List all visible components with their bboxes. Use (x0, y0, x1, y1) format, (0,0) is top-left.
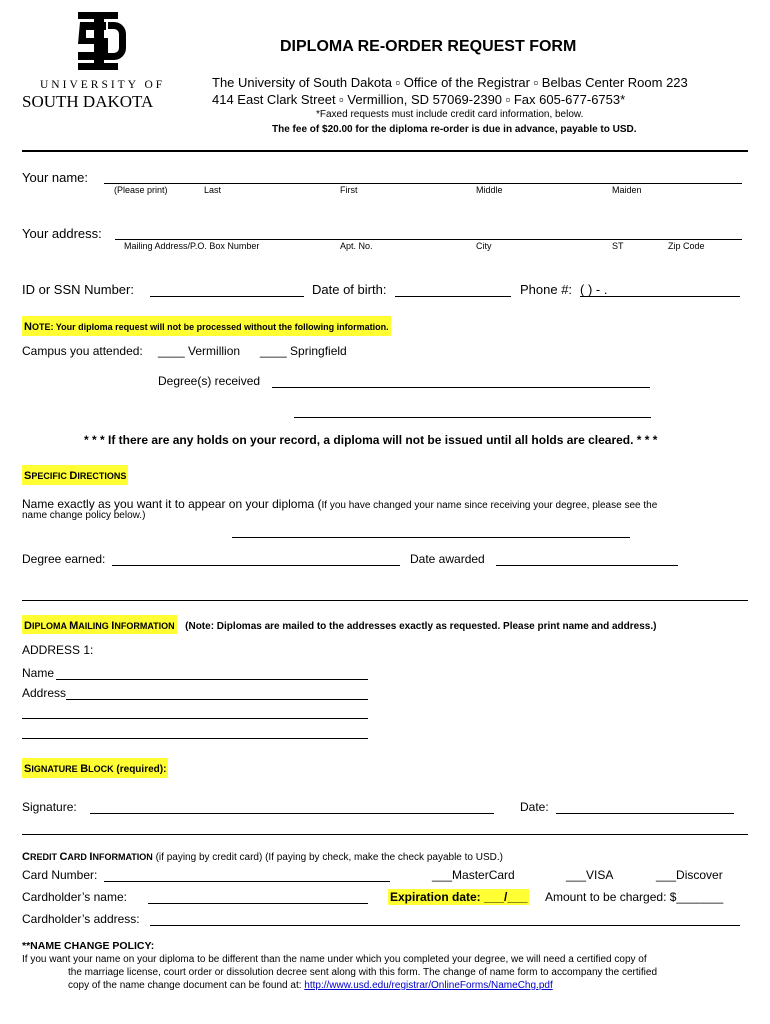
note-banner (22, 316, 391, 336)
dob-input[interactable] (395, 296, 511, 297)
cardholder-name-label: Cardholder’s name: (22, 890, 127, 904)
degrees-input-2[interactable] (294, 417, 651, 418)
address-sub-mailing: Mailing Address/P.O. Box Number (124, 241, 260, 251)
address-sub-city: City (476, 241, 492, 251)
address-sub-apt: Apt. No. (340, 241, 373, 251)
cardholder-name-input[interactable] (148, 903, 368, 904)
name-sub-last: Last (204, 185, 222, 195)
id-label: ID or SSN Number: (22, 282, 134, 297)
header-divider (22, 150, 748, 152)
card-number-label: Card Number: (22, 868, 98, 882)
usd-logo-mark-icon (72, 8, 132, 74)
address-input[interactable] (115, 239, 742, 240)
name-exact-main: Name exactly as you want it to appear on your diploma ( (22, 497, 322, 511)
campus-springfield[interactable]: ____ Springfield (260, 344, 347, 358)
cc-c2: C (59, 851, 68, 863)
address1-name-label: Name (22, 666, 55, 680)
expiration-date-field[interactable]: Expiration date: ___/___ (390, 890, 528, 904)
fax-note: *Faxed requests must include credit card information, below. (316, 109, 584, 120)
cc-redit: REDIT (29, 852, 60, 862)
policy-heading: **NAME CHANGE POLICY: (22, 940, 155, 952)
phone-label: Phone #: (520, 282, 573, 297)
address1-heading: ADDRESS 1: (22, 643, 94, 657)
date-awarded-input[interactable] (496, 565, 678, 566)
degree-earned-input[interactable] (112, 565, 400, 566)
address-label: Your address: (22, 226, 102, 241)
address-sub-zip: Zip Code (668, 241, 705, 251)
degrees-input-1[interactable] (272, 387, 650, 388)
name-change-link[interactable]: http://www.usd.edu/registrar/OnlineForms/NameChg.pdf (304, 980, 553, 991)
name-input[interactable] (104, 183, 742, 184)
policy-line1: If you want your name on your diploma to be different than the name under which you completed your degree, we will need a certified copy of (22, 954, 647, 965)
sb-b: B (80, 763, 89, 775)
name-exact-input[interactable] (232, 537, 630, 538)
cc-nformation: NFORMATION (92, 852, 153, 862)
mi-m: M (69, 620, 79, 632)
header-address1: The University of South Dakota ▫ Office of the Registrar ▫ Belbas Center Room 223 (212, 75, 688, 90)
cc-note: (if paying by credit card) (If paying by check, make the check payable to USD.) (152, 852, 503, 863)
sd-pecific: PECIFIC (31, 471, 70, 481)
sb-ignature: IGNATURE (31, 764, 81, 774)
name-label: Your name: (22, 170, 89, 185)
fee-note: The fee of $20.00 for the diploma re-order is due in advance, payable to USD. (272, 124, 637, 135)
sb-s: S (24, 763, 32, 775)
amount-charged-field[interactable]: Amount to be charged: $_______ (545, 890, 724, 904)
sb-lock: LOCK (88, 764, 114, 774)
cardholder-address-input[interactable] (150, 925, 740, 926)
date-label: Date: (520, 800, 549, 814)
address1-line3-input[interactable] (22, 718, 368, 719)
sb-required: (required): (113, 764, 167, 775)
section-divider-2 (22, 834, 748, 835)
mi-nformation: NFORMATION (114, 621, 175, 631)
date-awarded-label: Date awarded (410, 552, 485, 566)
policy-line3 (68, 980, 553, 991)
signature-block-heading (22, 758, 168, 778)
name-exact-small1: If you have changed your name since receiving your degree, please see the (321, 500, 658, 511)
phone-input[interactable]: ( ) - . (580, 282, 740, 297)
cardholder-address-label: Cardholder’s address: (22, 912, 140, 926)
cc-i: I (89, 851, 93, 863)
date-input[interactable] (556, 813, 734, 814)
sd-irections: IRECTIONS (77, 471, 127, 481)
name-exact-small2: name change policy below.) (22, 510, 146, 521)
campus-label: Campus you attended: (22, 344, 143, 358)
mi-d: D (24, 620, 32, 632)
mi-ailing: AILING (78, 621, 112, 631)
degree-earned-label: Degree earned: (22, 552, 106, 566)
signature-input[interactable] (90, 813, 494, 814)
address-sub-st: ST (612, 241, 624, 251)
card-discover[interactable]: ___Discover (656, 868, 723, 882)
policy-line2: the marriage license, court order or dissolution decree sent along with this form. The change of name form to accompany the certified (68, 967, 658, 978)
mailing-note: (Note: Diplomas are mailed to the addresses exactly as requested. Please print name and address.) (185, 621, 657, 632)
mailing-heading (22, 616, 656, 634)
name-sub-maiden: Maiden (612, 185, 642, 195)
note-first: N (24, 321, 32, 333)
card-number-input[interactable] (104, 881, 390, 882)
degrees-label: Degree(s) received (158, 374, 261, 388)
logo-line2: SOUTH DAKOTA (22, 92, 154, 111)
credit-heading (22, 847, 503, 865)
address1-name-input[interactable] (56, 679, 368, 680)
signature-label: Signature: (22, 800, 77, 814)
sd-s: S (24, 470, 32, 482)
mi-iploma: IPLOMA (31, 621, 70, 631)
address1-line4-input[interactable] (22, 738, 368, 739)
address1-address-label: Address (22, 686, 67, 700)
logo-line1: UNIVERSITY OF (40, 79, 166, 91)
cc-ard: ARD (67, 852, 90, 862)
name-sub-print: (Please print) (114, 185, 168, 195)
holds-note: * * * If there are any holds on your record, a diploma will not be issued until all holds are cleared. * * * (84, 433, 658, 447)
card-visa[interactable]: ___VISA (566, 868, 614, 882)
sd-d: D (69, 470, 78, 482)
card-mastercard[interactable]: ___MasterCard (432, 868, 515, 882)
id-input[interactable] (150, 296, 304, 297)
usd-logo (22, 8, 182, 114)
mi-i: I (111, 620, 115, 632)
note-rest: OTE: Your diploma request will not be processed without the following information. (31, 322, 389, 332)
cc-c: C (22, 851, 30, 863)
campus-vermillion[interactable]: ____ Vermillion (158, 344, 241, 358)
mailing-title (22, 615, 177, 634)
address1-address-input[interactable] (66, 699, 368, 700)
header-address2: 414 East Clark Street ▫ Vermillion, SD 57069-2390 ▫ Fax 605-677-6753* (212, 92, 626, 107)
page-title: DIPLOMA RE-ORDER REQUEST FORM (280, 38, 577, 55)
policy-line3-text: copy of the name change document can be found at: (68, 980, 305, 991)
specific-directions-heading (22, 465, 128, 485)
section-divider-1 (22, 600, 748, 601)
name-sub-middle: Middle (476, 185, 503, 195)
name-sub-first: First (340, 185, 358, 195)
dob-label: Date of birth: (312, 282, 387, 297)
